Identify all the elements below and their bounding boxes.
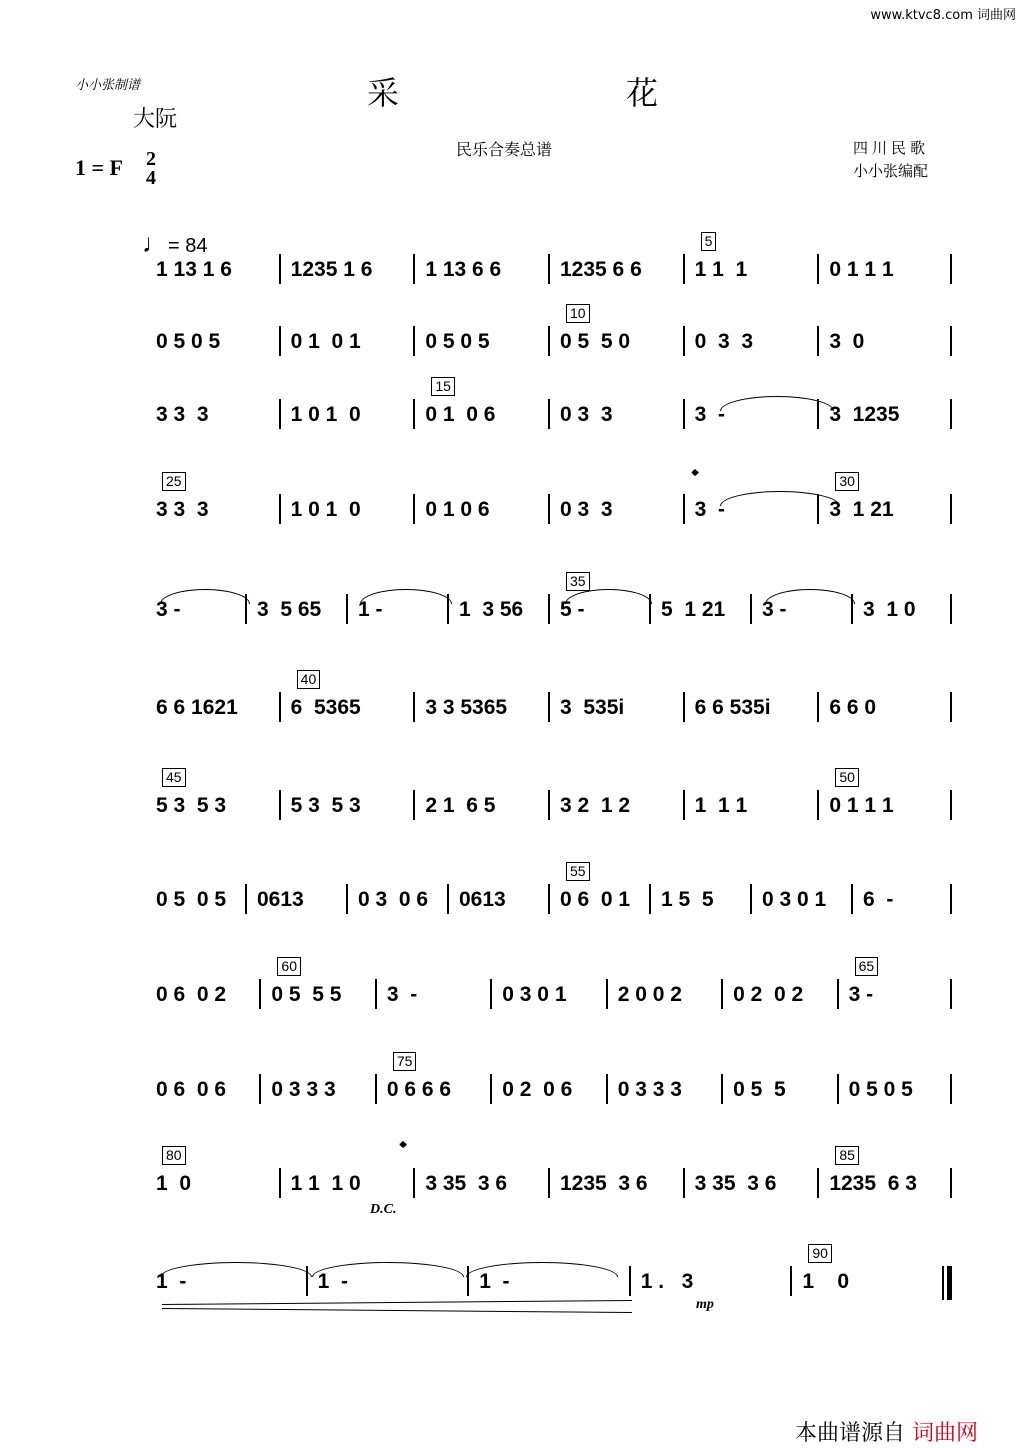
bar-line	[950, 254, 952, 284]
bar-line	[279, 326, 281, 356]
measure: 3 535i	[560, 696, 625, 719]
measure: 0 1 0 1	[290, 330, 361, 353]
bar-line	[950, 326, 952, 356]
measure: 3 1 21	[829, 498, 894, 521]
bar-line	[548, 494, 550, 524]
final-bar-thick	[947, 1266, 952, 1300]
bar-line	[467, 1266, 469, 1296]
measure: 0 6 0 2	[156, 983, 227, 1006]
bar-line	[750, 884, 752, 914]
rehearsal-mark: 45	[162, 768, 186, 787]
rehearsal-mark: 90	[808, 1244, 832, 1263]
rehearsal-mark: 60	[277, 957, 301, 976]
bar-line	[279, 790, 281, 820]
measure: 1 -	[156, 1270, 187, 1293]
measure: 3 -	[156, 598, 181, 621]
measure: 1 . 3	[640, 1270, 694, 1293]
measure: 3 -	[848, 983, 874, 1006]
measure: 1 0	[156, 1172, 192, 1195]
bar-line	[950, 399, 952, 429]
measure: 1 1 1 0	[290, 1172, 361, 1195]
rehearsal-mark: 5	[701, 232, 717, 251]
site-watermark: www.ktvc8.com 词曲网	[870, 8, 1016, 23]
bar-line	[837, 979, 839, 1009]
bar-line	[629, 1266, 631, 1296]
measure: 3 2 1 2	[560, 794, 631, 817]
measure: 3 1235	[829, 403, 900, 426]
bar-line	[375, 979, 377, 1009]
measure: 0 1 1 1	[829, 258, 894, 281]
bar-line	[649, 884, 651, 914]
bar-line	[683, 399, 685, 429]
coda-icon: 𝄌	[400, 1138, 407, 1159]
title-char-1: 采	[367, 74, 400, 112]
bar-line	[683, 692, 685, 722]
bar-line	[548, 1168, 550, 1198]
bar-line	[950, 1074, 952, 1104]
measure: 1235 1 6	[290, 258, 373, 281]
measure: 0 3 3 3	[617, 1078, 682, 1101]
bar-line	[413, 399, 415, 429]
measure: 3 -	[694, 498, 725, 521]
tempo-value: = 84	[168, 235, 208, 257]
measure: 6 6 1621	[156, 696, 238, 719]
bar-line	[346, 594, 348, 624]
bar-line	[548, 692, 550, 722]
bar-line	[950, 1168, 952, 1198]
rehearsal-mark: 50	[835, 768, 859, 787]
measure: 0 5 5 5	[271, 983, 342, 1006]
instrument-name: 大阮	[133, 107, 178, 132]
measure: 0 6 0 6	[156, 1078, 227, 1101]
bar-line	[548, 594, 550, 624]
measure: 5 3 5 3	[290, 794, 361, 817]
bar-line	[683, 790, 685, 820]
bar-line	[413, 254, 415, 284]
measure: 0 3 3 3	[271, 1078, 336, 1101]
rehearsal-mark: 10	[566, 304, 590, 323]
tempo-marking	[142, 228, 207, 259]
time-sig-bottom: 4	[146, 167, 156, 189]
measure: 1 0 1 0	[290, 403, 361, 426]
bar-line	[490, 979, 492, 1009]
tie-slur	[720, 491, 840, 506]
measure: 1235 6 3	[829, 1172, 917, 1195]
bar-line	[413, 1168, 415, 1198]
bar-line	[279, 399, 281, 429]
bar-line	[259, 1074, 261, 1104]
bar-line	[683, 494, 685, 524]
bar-line	[346, 884, 348, 914]
measure: 1 13 1 6	[156, 258, 232, 281]
tie-slur	[466, 1262, 618, 1277]
measure: 3 0	[829, 330, 865, 353]
decrescendo-line	[162, 1300, 632, 1305]
footer-brand: 词曲网	[912, 1421, 979, 1446]
measure: 3 -	[386, 983, 418, 1006]
origin: 四川民歌	[853, 139, 930, 157]
measure: 1 5 5	[661, 888, 714, 911]
dc-marking: D.C.	[370, 1202, 397, 1217]
bar-line	[548, 790, 550, 820]
bar-line	[950, 692, 952, 722]
tie-slur	[765, 589, 855, 604]
title-char-2: 花	[626, 74, 659, 112]
bar-line	[279, 692, 281, 722]
measure: 0 3 0 6	[358, 888, 429, 911]
measure: 3 3 3	[156, 498, 209, 521]
bar-line	[279, 254, 281, 284]
bar-line	[851, 884, 853, 914]
measure: 1 -	[358, 598, 383, 621]
measure: 1 13 6 6	[425, 258, 502, 281]
measure: 3 1 0	[863, 598, 916, 621]
tie-slur	[360, 589, 452, 604]
bar-line	[950, 594, 952, 624]
measure: 1 3 56	[459, 598, 524, 621]
coda-icon: 𝄌	[692, 466, 699, 487]
bar-line	[790, 1266, 792, 1296]
bar-line	[548, 254, 550, 284]
measure: 0 5 0 5	[156, 330, 221, 353]
rehearsal-mark: 75	[393, 1052, 417, 1071]
measure: 5 3 5 3	[156, 794, 227, 817]
bar-line	[837, 1074, 839, 1104]
time-sig-top: 2	[146, 148, 156, 170]
footer-text: 本曲谱源自	[795, 1421, 906, 1446]
bar-line	[548, 326, 550, 356]
measure: 3 5 65	[257, 598, 322, 621]
measure: 3 -	[694, 403, 725, 426]
measure: 0 3 3	[560, 403, 613, 426]
bar-line	[245, 884, 247, 914]
measure: 5 -	[560, 598, 585, 621]
measure: 2 0 0 2	[617, 983, 682, 1006]
bar-line	[548, 399, 550, 429]
bar-line	[950, 884, 952, 914]
bar-line	[413, 692, 415, 722]
bar-line	[279, 494, 281, 524]
measure: 3 3 5365	[425, 696, 508, 719]
footer	[795, 1416, 978, 1447]
measure: 0 2 0 2	[733, 983, 804, 1006]
measure: 0 5 5 0	[560, 330, 631, 353]
tie-slur	[312, 1262, 464, 1277]
measure: 2 1 6 5	[425, 794, 496, 817]
measure: 0 1 0 6	[425, 498, 490, 521]
bar-line	[950, 790, 952, 820]
bar-line	[817, 1168, 819, 1198]
bar-line	[817, 692, 819, 722]
measure: 0 3 3	[560, 498, 613, 521]
measure: 0 1 0 6	[425, 403, 496, 426]
measure: 1 1 1	[694, 258, 748, 281]
final-bar-thin	[942, 1266, 944, 1300]
bar-line	[817, 254, 819, 284]
measure: 3 3 3	[156, 403, 209, 426]
measure: 0 5 0 5	[848, 1078, 913, 1101]
tie-slur	[565, 589, 652, 604]
bar-line	[817, 790, 819, 820]
measure: 1235 3 6	[560, 1172, 648, 1195]
measure: 0 5 0 5	[156, 888, 227, 911]
rehearsal-mark: 35	[566, 572, 590, 591]
measure: 1 -	[479, 1270, 510, 1293]
measure: 0 3 0 1	[502, 983, 567, 1006]
measure: 1 -	[317, 1270, 348, 1293]
subtitle: 民乐合奏总谱	[456, 140, 553, 159]
bar-line	[548, 884, 550, 914]
tie-slur	[160, 589, 250, 604]
measure: 6 6 0	[829, 696, 877, 719]
bar-line	[279, 1168, 281, 1198]
measure: 6 -	[863, 888, 894, 911]
measure: 3 35 3 6	[694, 1172, 777, 1195]
bar-line	[721, 979, 723, 1009]
measure: 0 3 3	[694, 330, 754, 353]
measure: 5 1 21	[661, 598, 726, 621]
rehearsal-mark: 85	[835, 1146, 859, 1165]
bar-line	[683, 1168, 685, 1198]
key-signature: 1 = F	[75, 155, 123, 180]
tie-slur	[160, 1262, 312, 1277]
bar-line	[683, 326, 685, 356]
bar-line	[490, 1074, 492, 1104]
rehearsal-mark: 25	[162, 472, 186, 491]
bar-line	[413, 326, 415, 356]
bar-line	[750, 594, 752, 624]
dynamic-mp: mp	[696, 1297, 714, 1312]
measure: 0 2 0 6	[502, 1078, 573, 1101]
measure: 0 5 0 5	[425, 330, 490, 353]
bar-line	[375, 1074, 377, 1104]
measure: 3 35 3 6	[425, 1172, 508, 1195]
bar-line	[817, 326, 819, 356]
maker-credit: 小小张制谱	[75, 78, 141, 93]
rehearsal-mark: 80	[162, 1146, 186, 1165]
time-signature	[146, 150, 156, 188]
bar-line	[413, 494, 415, 524]
bar-line	[413, 790, 415, 820]
rehearsal-mark: 65	[855, 957, 879, 976]
bar-line	[259, 979, 261, 1009]
measure: 1 0 1 0	[290, 498, 361, 521]
bar-line	[721, 1074, 723, 1104]
rehearsal-mark: 55	[566, 862, 590, 881]
measure: 0 1 1 1	[829, 794, 894, 817]
bar-line	[447, 884, 449, 914]
measure: 0613	[459, 888, 506, 911]
bar-line	[606, 979, 608, 1009]
measure: 6 6 535i	[694, 696, 771, 719]
rehearsal-mark: 15	[431, 377, 455, 396]
rehearsal-mark: 40	[297, 670, 321, 689]
measure: 1 0	[802, 1270, 850, 1293]
decrescendo-line	[162, 1308, 632, 1313]
measure: 3 -	[762, 598, 787, 621]
bar-line	[950, 979, 952, 1009]
measure: 0 3 0 1	[762, 888, 827, 911]
measure: 1235 6 6	[560, 258, 642, 281]
measure: 6 5365	[290, 696, 361, 719]
bar-line	[606, 1074, 608, 1104]
measure: 0 5 5	[733, 1078, 786, 1101]
quarter-note-icon: ♩	[142, 228, 168, 258]
measure: 0 6 0 1	[560, 888, 631, 911]
measure: 1 1 1	[694, 794, 748, 817]
rehearsal-mark: 30	[835, 472, 859, 491]
measure: 0 6 6 6	[386, 1078, 452, 1101]
bar-line	[950, 494, 952, 524]
measure: 0613	[257, 888, 304, 911]
bar-line	[683, 254, 685, 284]
arranger: 小小张编配	[853, 162, 929, 180]
